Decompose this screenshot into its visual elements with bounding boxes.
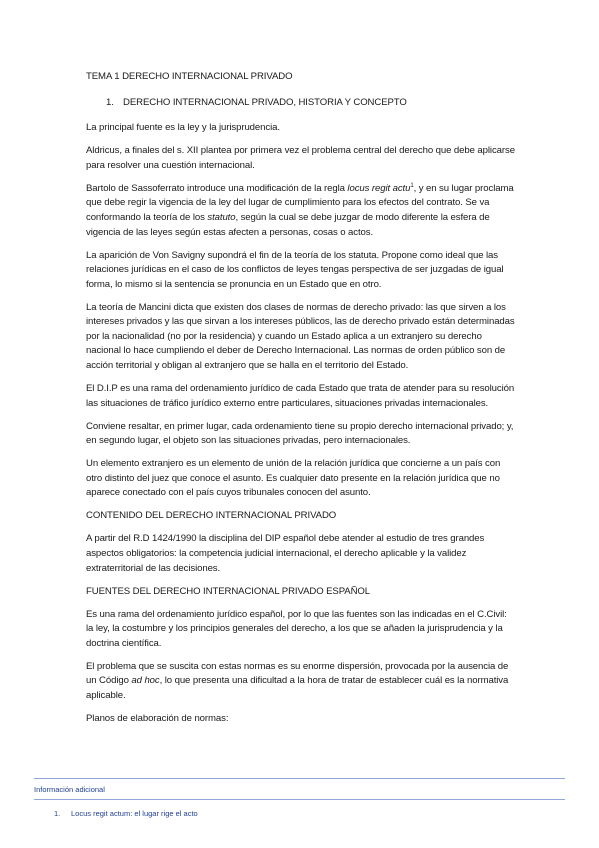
italic-term: statuto — [207, 211, 236, 223]
text-run: Bartolo de Sassoferrato introduce una modificación de la regla — [86, 182, 348, 194]
footer-heading: Información adicional — [34, 785, 105, 794]
section-heading-text: DERECHO INTERNACIONAL PRIVADO, HISTORIA Y CONCEPTO — [123, 96, 407, 108]
paragraph: A partir del R.D 1424/1990 la disciplina del DIP español debe atender al estudio de tres grandes aspectos obligatorios: la competencia judicial internacional, el derecho aplicable y la validez extraterritorial de las decisiones. — [86, 533, 485, 574]
footnote-text: Locus regit actum: el lugar rige el acto — [71, 809, 198, 818]
section-heading: FUENTES DEL DERECHO INTERNACIONAL PRIVADO ESPAÑOL — [86, 585, 371, 597]
footnote-number: 1. — [54, 809, 61, 818]
section-heading — [86, 96, 516, 111]
section-heading: CONTENIDO DEL DERECHO INTERNACIONAL PRIVADO — [86, 510, 337, 522]
footer-divider — [34, 778, 565, 779]
paragraph: Aldricus, a finales del s. XII plantea por primera vez el problema central del derecho que debe aplicarse para resolver una cuestión internacional. — [86, 145, 515, 171]
paragraph — [86, 660, 516, 704]
paragraph: Planos de elaboración de normas: — [86, 712, 229, 724]
paragraph: La teoría de Mancini dicta que existen dos clases de normas de derecho privado: las que sirven a los intereses privados y las que sirvan a los intereses públicos, las de derecho privado están determinadas por la nacionalidad (no por la residencia) y cuando un Estado aplica a un extranjero su derecho nacional lo hace cumpliendo el deber de Derecho Internacional. Las normas de orden público son de acción territorial y obligan al extranjero que se halla en el territorio del Estado. — [86, 301, 515, 372]
text-run: El problema que se suscita con estas normas es su enorme dispersión, provocada por la ausencia de un Código — [86, 660, 509, 687]
paragraph: Un elemento extranjero es un elemento de unión de la relación jurídica que concierne a un país con otro distinto del juez que conoce el asunto. Es cualquier dato presente en la relación jurídica que no aparece conectado con el país cuyos tribunales conocen del asunto. — [86, 458, 501, 499]
paragraph: El D.I.P es una rama del ordenamiento jurídico de cada Estado que trata de atender para su resolución las situaciones de tráfico jurídico externo entre particulares, situaciones privadas internacionales. — [86, 383, 515, 409]
paragraph: Conviene resaltar, en primer lugar, cada ordenamiento tiene su propio derecho internacional privado; y, en segundo lugar, el objeto son las situaciones privadas, pero internacionales. — [86, 420, 514, 447]
paragraph — [86, 182, 516, 240]
document-body — [86, 70, 516, 735]
paragraph: La principal fuente es la ley y la jurisprudencia. — [86, 122, 280, 134]
italic-term: locus regit actu — [347, 182, 411, 194]
paragraph: La aparición de Von Savigny supondrá el fin de la teoría de los statuta. Propone como ideal que las relaciones jurídicas en el caso de los conflictos de leyes tengas perspectiva de ser juzgadas de igual forma, lo mismo si la sentencia se pronuncia en un Estado que en otro. — [86, 249, 504, 290]
section-number: 1. — [106, 96, 114, 108]
footnote-marker: 1 — [410, 182, 414, 189]
footer-divider — [34, 799, 565, 800]
document-title: TEMA 1 DERECHO INTERNACIONAL PRIVADO — [86, 71, 293, 82]
italic-term: ad hoc — [131, 675, 160, 687]
footnote — [54, 809, 198, 818]
paragraph: Es una rama del ordenamiento jurídico español, por lo que las fuentes son las indicadas en el C.Civil: la ley, la costumbre y los principios generales del derecho, a los que se añaden la jurisprudencia y la doctrina científica. — [86, 608, 507, 649]
text-run: , y en su lugar proclama que debe regir la vigencia de la ley del lugar de cumplimiento para los efectos del contrato. Se va conformando la teoría de los — [86, 182, 514, 223]
text-run: , según la cual se debe juzgar de modo diferente la esfera de vigencia de las leyes según estas afecten a personas, cosas o actos. — [86, 211, 490, 238]
text-run: , lo que presenta una dificultad a la hora de tratar de establecer cuál es la normativa aplicable. — [86, 675, 509, 701]
